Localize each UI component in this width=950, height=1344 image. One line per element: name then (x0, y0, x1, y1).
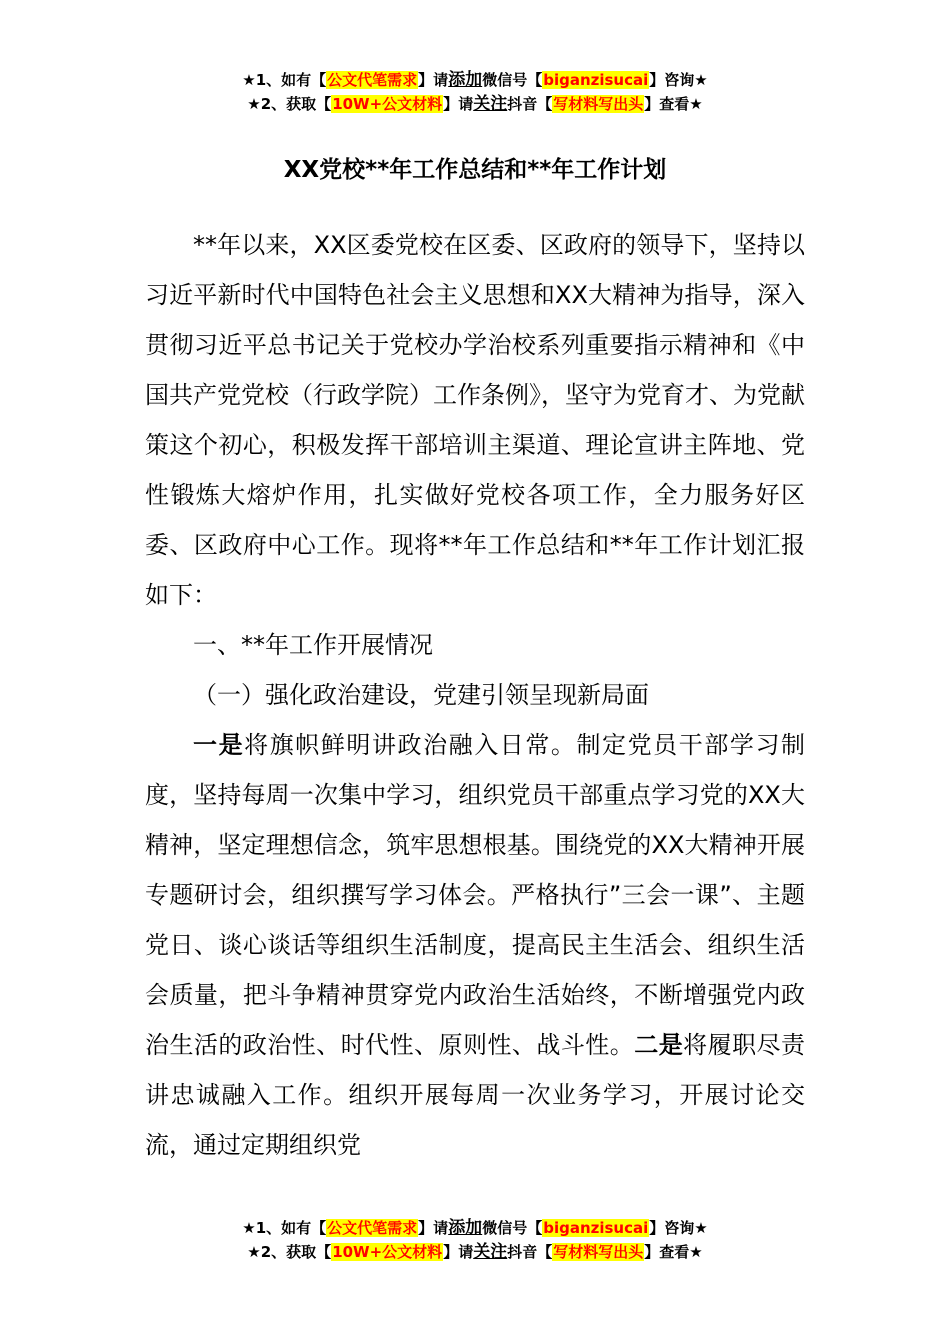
banner-highlight: biganzisucai (543, 71, 649, 89)
banner-line-2 (0, 1240, 950, 1264)
banner-underlined: 添加 (448, 70, 483, 90)
lead-phrase: 二是 (634, 1031, 684, 1059)
banner-highlight: 10W+公文材料 (332, 1243, 443, 1261)
banner-underlined: 添加 (448, 1218, 483, 1238)
banner-text: ★2、获取【 (247, 95, 332, 113)
banner-line-1 (0, 68, 950, 92)
document-title: XX党校**年工作总结和**年工作计划 (283, 157, 667, 183)
banner-highlight: 公文代笔需求 (327, 1219, 418, 1237)
banner-highlight: biganzisucai (543, 1219, 649, 1237)
banner-text: 】请 (443, 1243, 474, 1261)
footer-banner (0, 1216, 950, 1264)
banner-highlight: 10W+公文材料 (332, 95, 443, 113)
banner-text: 微信号【 (482, 71, 543, 89)
subsection-heading: （一）强化政治建设，党建引领呈现新局面 (193, 681, 649, 709)
banner-text: 】咨询★ (649, 71, 708, 89)
banner-text: ★2、获取【 (247, 1243, 332, 1261)
header-banner (0, 68, 950, 116)
document-body (145, 220, 805, 1170)
banner-text: 】查看★ (644, 1243, 703, 1261)
banner-text: 微信号【 (482, 1219, 543, 1237)
banner-text: 】咨询★ (649, 1219, 708, 1237)
banner-text: ★1、如有【 (242, 1219, 327, 1237)
banner-underlined: 关注 (473, 94, 508, 114)
banner-text: 抖音【 (507, 1243, 553, 1261)
banner-text: 】查看★ (644, 95, 703, 113)
banner-underlined: 关注 (473, 1242, 508, 1262)
banner-line-1 (0, 1216, 950, 1240)
body-paragraph (145, 720, 805, 1170)
banner-text: 抖音【 (507, 95, 553, 113)
banner-text: ★1、如有【 (242, 71, 327, 89)
banner-highlight: 公文代笔需求 (327, 71, 418, 89)
paragraph-text: 将履职尽责讲忠诚融入工作。组织开展每周一次业务学习，开展讨论交流，通过定期组织党 (145, 1031, 806, 1159)
banner-text: 】请 (418, 1219, 449, 1237)
banner-text: 】请 (443, 95, 474, 113)
banner-highlight: 写材料写出头 (553, 95, 644, 113)
banner-highlight: 写材料写出头 (553, 1243, 644, 1261)
paragraph-text: 将旗帜鲜明讲政治融入日常。制定党员干部学习制度，坚持每周一次集中学习，组织党员干部重点学习党的XX大精神，坚定理想信念，筑牢思想根基。围绕党的XX大精神开展专题研讨会，组织撰写学习体会。严格执行”三会一课”、主题党日、谈心谈话等组织生活制度，提高民主生活会、组织生活会质量，把斗争精神贯穿党内政治生活始终，不断增强党内政治生活的政治性、时代性、原则性、战斗性。 (145, 731, 806, 1059)
banner-line-2 (0, 92, 950, 116)
banner-text: 】请 (418, 71, 449, 89)
intro-paragraph: **年以来，XX区委党校在区委、区政府的领导下，坚持以习近平新时代中国特色社会主义思想和XX大精神为指导，深入贯彻习近平总书记关于党校办学治校系列重要指示精神和《中国共产党党校（行政学院）工作条例》，坚守为党育才、为党献策这个初心，积极发挥干部培训主渠道、理论宣讲主阵地、党性锻炼大熔炉作用，扎实做好党校各项工作，全力服务好区委、区政府中心工作。现将**年工作总结和**年工作计划汇报如下： (145, 231, 805, 609)
section-heading: 一、**年工作开展情况 (193, 631, 433, 659)
lead-phrase: 一是 (193, 731, 245, 759)
